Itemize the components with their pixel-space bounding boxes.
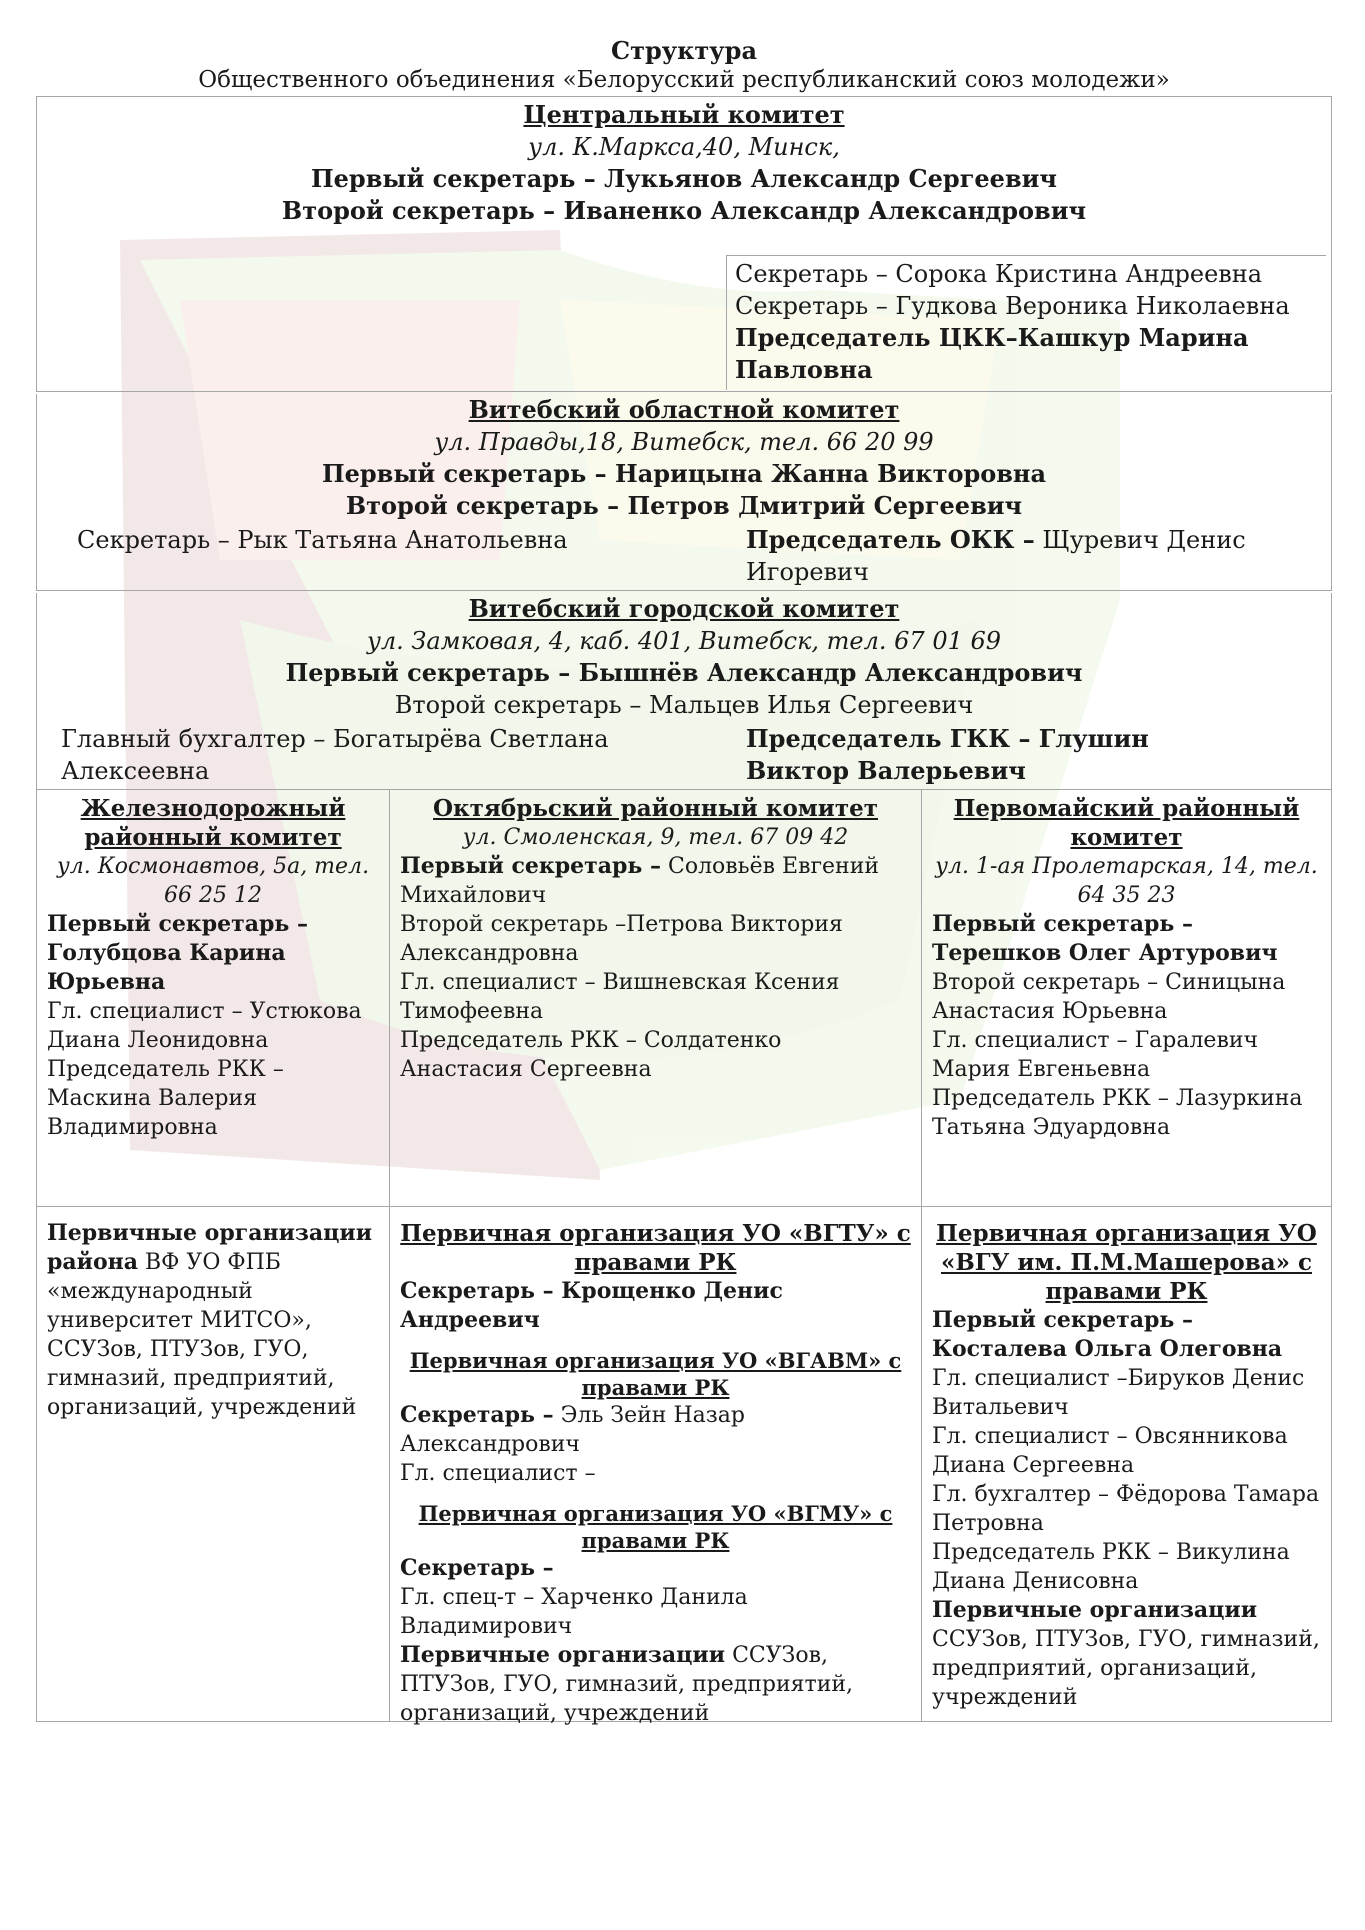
oktyabrsky-specialist: Гл. специалист – Вишневская Ксения Тимофеевна: [400, 970, 840, 1024]
zheleznodorozhny-address: ул. Космонавтов, 5а, тел. 66 25 12: [56, 854, 370, 908]
vgmu-specialist: Гл. спец-т – Харченко Данила Владимирович: [400, 1585, 748, 1639]
central-secretary-1: Секретарь – Сорока Кристина Андреевна: [735, 260, 1263, 288]
document-subtitle: Общественного объединения «Белорусский республиканский союз молодежи»: [198, 67, 1170, 93]
oktyabrsky-first-secretary: [400, 852, 911, 910]
primary-other-orgs-list: ССУЗов, ПТУЗов, ГУО, гимназий, предприятий, организаций, учреждений: [400, 1643, 854, 1726]
primary-other-orgs: [400, 1641, 911, 1728]
central-secretaries-block: [726, 255, 1326, 390]
vgavm-secretary-name: Эль Зейн Назар Александрович: [400, 1403, 745, 1457]
oblast-secretary: Секретарь – Рык Татьяна Анатольевна: [77, 526, 568, 554]
city-committee-box: [36, 593, 1332, 790]
oktyabrsky-heading: Октябрьский районный комитет: [433, 795, 878, 822]
oblast-chair-name: Щуревич Денис Игоревич: [746, 526, 1246, 586]
oblast-committee-heading: Витебский областной комитет: [468, 395, 900, 424]
vgavm-specialist: Гл. специалист –: [400, 1461, 596, 1486]
central-committee-box: [36, 96, 1332, 392]
zheleznodorozhny-first-secretary: Первый секретарь – Голубцова Карина Юрьевна: [47, 911, 308, 995]
zheleznodorozhny-chair: Председатель РКК – Маскина Валерия Владимировна: [47, 1057, 284, 1140]
oblast-chair: [746, 524, 1266, 588]
vgu-accountant: Гл. бухгалтер – Фёдорова Тамара Петровна: [932, 1482, 1320, 1536]
oblast-second-secretary: Второй секретарь – Петров Дмитрий Сергеевич: [345, 491, 1023, 520]
oblast-chair-label: Председатель ОКК –: [746, 525, 1035, 554]
oblast-committee-address: ул. Правды,18, Витебск, тел. 66 20 99: [434, 428, 934, 456]
city-committee-address: ул. Замковая, 4, каб. 401, Витебск, тел. 67 01 69: [366, 627, 1002, 655]
pervomaisky-second-secretary: Второй секретарь – Синицына Анастасия Юрьевна: [932, 970, 1286, 1024]
central-committee-heading: Центральный комитет: [523, 100, 845, 129]
vgmu-secretary: Секретарь –: [400, 1555, 554, 1581]
central-secretary-2: Секретарь – Гудкова Вероника Николаевна: [735, 292, 1290, 320]
city-committee-heading: Витебский городской комитет: [468, 594, 900, 623]
oktyabrsky-address: ул. Смоленская, 9, тел. 67 09 42: [462, 825, 849, 850]
primary-organizations-row: [36, 1207, 1332, 1726]
oktyabrsky-chair: Председатель РКК – Солдатенко Анастасия Сергеевна: [400, 1028, 782, 1082]
city-accountant: Главный бухгалтер – Богатырёва Светлана Алексеевна: [61, 725, 609, 785]
primary-district-orgs: [37, 1207, 389, 1721]
district-committees-row: [36, 790, 1332, 1207]
central-second-secretary: Второй секретарь – Иваненко Александр Александрович: [281, 196, 1087, 225]
zheleznodorozhny-committee: [37, 790, 389, 1206]
vgu-first-secretary: Первый секретарь – Косталева Ольга Олеговна: [932, 1307, 1283, 1362]
central-first-secretary: Первый секретарь – Лукьянов Александр Сергеевич: [311, 164, 1057, 193]
oktyabrsky-second-secretary: Второй секретарь –Петрова Виктория Александровна: [400, 912, 843, 966]
city-first-secretary-label: Первый секретарь: [285, 658, 550, 687]
pervomaisky-address: ул. 1-ая Пролетарская, 14, тел. 64 35 23: [935, 854, 1318, 908]
primary-other-orgs-label: Первичные организации: [400, 1642, 726, 1668]
pervomaisky-committee: [921, 790, 1331, 1206]
primary-district-orgs-list: ВФ УО ФПБ «международный университет МИТСО», ССУЗов, ПТУЗов, ГУО, гимназий, предприятий, организаций, учреждений: [47, 1250, 357, 1420]
vgtu-heading: Первичная организация УО «ВГТУ» с правами РК: [400, 1220, 911, 1276]
primary-universities-col: [389, 1207, 921, 1726]
vgavm-heading: Первичная организация УО «ВГАВМ» с правами РК: [409, 1348, 902, 1400]
city-second-secretary: Второй секретарь – Мальцев Илья Сергеевич: [394, 691, 974, 719]
primary-district-orgs-text: [47, 1219, 379, 1422]
primary-district-orgs-label: Первичные организации района: [47, 1220, 373, 1275]
vgu-heading: Первичная организация УО «ВГУ им. П.М.Машерова» с правами РК: [936, 1220, 1317, 1305]
pervomaisky-chair: Председатель РКК – Лазуркина Татьяна Эдуардовна: [932, 1086, 1303, 1140]
central-committee-address: ул. К.Маркса,40, Минск,: [528, 133, 840, 161]
vgu-primary-org: [921, 1207, 1331, 1721]
pervomaisky-heading: Первомайский районный комитет: [953, 795, 1300, 851]
city-first-secretary-name: – Бышнёв Александр Александрович: [549, 658, 1083, 687]
vgtu-secretary: Секретарь – Крощенко Денис Андреевич: [400, 1278, 783, 1333]
vgu-other-orgs-label: Первичные организации: [932, 1597, 1258, 1623]
zheleznodorozhny-specialist: Гл. специалист – Устюкова Диана Леонидовна: [47, 999, 362, 1053]
document-page: [36, 36, 1332, 1726]
document-title: Структура: [610, 36, 757, 65]
central-chair: Председатель ЦКК–Кашкур Марина Павловна: [735, 323, 1249, 384]
vgu-specialist-2: Гл. специалист – Овсянникова Диана Сергеевна: [932, 1424, 1288, 1478]
city-first-secretary: [37, 657, 1331, 689]
vgavm-secretary: [400, 1401, 911, 1459]
city-chair: Председатель ГКК – Глушин Виктор Валерьевич: [746, 724, 1149, 785]
zheleznodorozhny-heading: Железнодорожный районный комитет: [80, 795, 346, 851]
oktyabrsky-first-secretary-label: Первый секретарь –: [400, 853, 661, 879]
pervomaisky-first-secretary: Первый секретарь – Терешков Олег Артурович: [932, 911, 1278, 966]
pervomaisky-specialist: Гл. специалист – Гаралевич Мария Евгеньевна: [932, 1028, 1259, 1082]
oblast-committee-box: [36, 394, 1332, 591]
oblast-first-secretary: Первый секретарь – Нарицына Жанна Викторовна: [321, 459, 1047, 488]
oktyabrsky-committee: [389, 790, 921, 1206]
oktyabrsky-first-secretary-name: Соловьёв Евгений Михайлович: [400, 854, 880, 908]
vgavm-secretary-label: Секретарь –: [400, 1402, 554, 1428]
vgu-specialist-1: Гл. специалист –Бируков Денис Витальевич: [932, 1366, 1305, 1420]
vgu-other-orgs-list: ССУЗов, ПТУЗов, ГУО, гимназий, предприятий, организаций, учреждений: [932, 1627, 1320, 1710]
vgmu-heading: Первичная организация УО «ВГМУ» с правами РК: [418, 1501, 893, 1553]
vgu-chair: Председатель РКК – Викулина Диана Денисовна: [932, 1540, 1290, 1594]
